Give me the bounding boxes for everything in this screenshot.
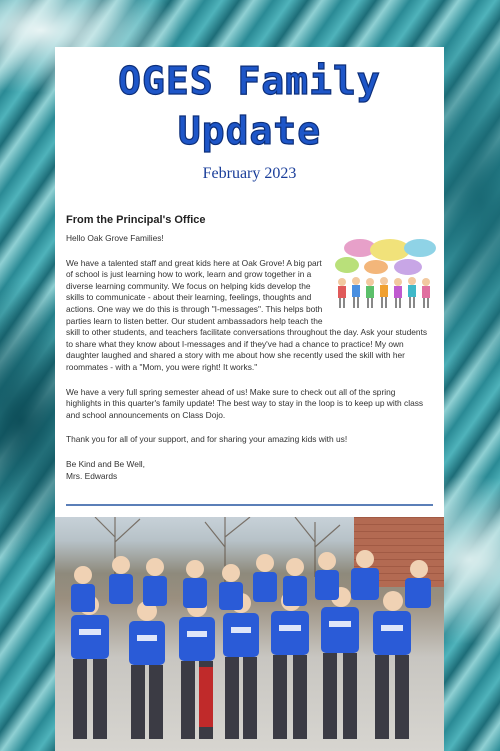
principal-message	[66, 233, 432, 482]
paragraph-thank-you: Thank you for all of your support, and for sharing your amazing kids with us!	[66, 434, 348, 445]
section-divider	[66, 504, 433, 506]
newsletter-title-line1: OGES Family	[118, 59, 381, 103]
speech-bubbles-kids-illustration	[332, 238, 438, 312]
paragraph-i-messages: We have a talented staff and great kids here at Oak Grove! A big part of school is just learning how to work, learn and grow together in a diverse learning community. We focus on helping kids develop the skills to communicate - about their learning, feelings, thoughts and actions. One way we do this is through "I-messages". This helps both parties learn to listen better. Our student ambassadors help teach the skill to other students, and teachers facilitate conversations throughout the day. Ask your students to share what they know about I-messages and if they've had a chance to practice! My own daughter laughed and shared a story with me about how she recently used the skill with her roommates - with a "Mom, you were right! It works."	[66, 257, 428, 372]
newsletter-date: February 2023	[202, 165, 297, 182]
newsletter-title-line2: Update	[177, 109, 322, 153]
newsletter-header	[55, 47, 444, 197]
student-group-photo	[55, 517, 444, 751]
signoff-line1: Be Kind and Be Well,	[66, 458, 145, 469]
students-illustration	[55, 517, 444, 751]
newsletter-card	[55, 47, 444, 751]
signoff-line2: Mrs. Edwards	[66, 470, 118, 481]
section-heading: From the Principal's Office	[66, 214, 206, 226]
paragraph-spring-semester: We have a very full spring semester ahead of us! Make sure to check out all of the spring highlights in this quarter's family update! The best way to stay in the loop is to keep up with class and school announcements on Class Dojo.	[66, 386, 424, 420]
greeting: Hello Oak Grove Families!	[66, 233, 164, 243]
